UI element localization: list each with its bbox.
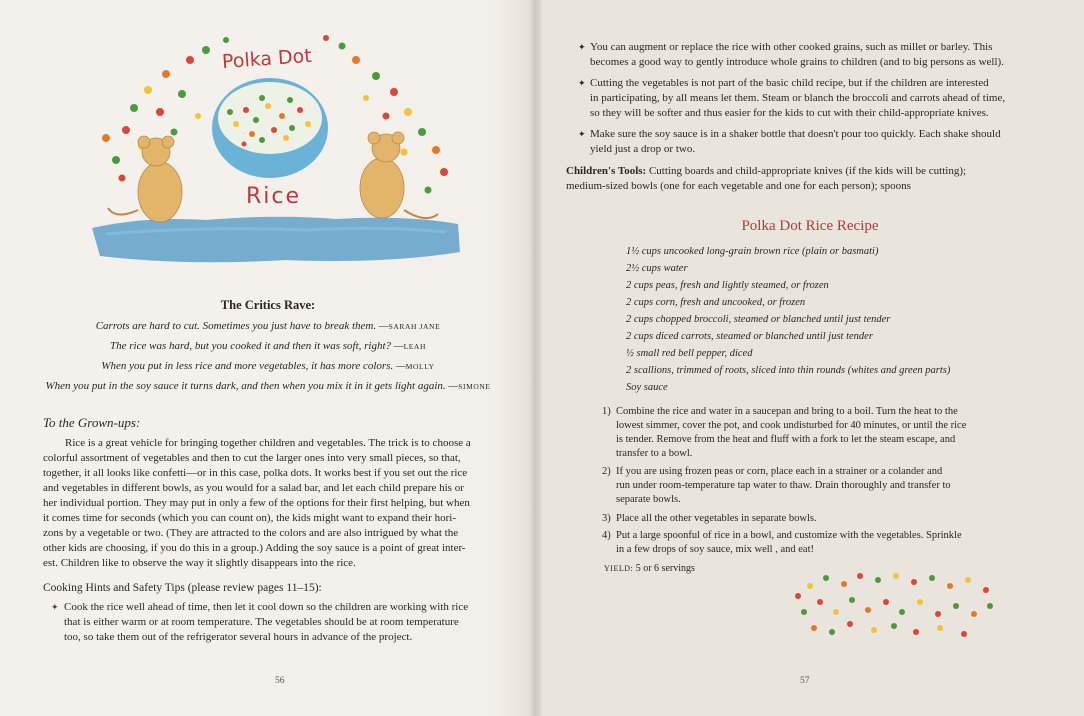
- ingredient: 2 cups chopped broccoli, steamed or blanched until just tender: [626, 314, 891, 325]
- tip-bullet-1: [578, 40, 1046, 70]
- grownups-line: Rice is a great vehicle for bringing together children and vegetables. The trick is to choose a: [65, 437, 471, 449]
- page-number-left: 56: [275, 676, 285, 686]
- cooking-hints-heading: Cooking Hints and Safety Tips (please review pages 11–15):: [43, 582, 322, 594]
- diamond-bullet-icon: ✦: [578, 42, 586, 52]
- cooking-bullet-line: that is either warm or at room temperature. The vegetables should be at room temperature: [64, 616, 459, 628]
- quote-author: SIMONE: [458, 382, 491, 391]
- grownups-line: her individual portion. They may put in only a few of the options for their first helping, but when: [43, 497, 470, 509]
- page-number-right: 57: [800, 676, 810, 686]
- tools-label: Children's Tools:: [566, 165, 647, 177]
- cooking-bullet-line: Cook the rice well ahead of time, then let it cool down so the children are working with rice: [64, 601, 469, 613]
- tip-line: Make sure the soy sauce is in a shaker bottle that doesn't pour too quickly. Each shake should: [590, 128, 1001, 140]
- tip-bullet-3: [578, 127, 1046, 157]
- polka-dot-confetti-decoration: [790, 572, 1000, 642]
- step-number: 2): [602, 466, 611, 477]
- yield-value: 5 or 6 servings: [633, 563, 695, 574]
- polka-dot-rice-illustration: [86, 20, 464, 270]
- left-page: [0, 0, 536, 716]
- step-line: If you are using frozen peas or corn, place each in a strainer or a colander and: [616, 466, 943, 477]
- quote-author: MOLLY: [405, 362, 435, 371]
- diamond-bullet-icon: ✦: [578, 129, 586, 139]
- recipe-yield: [604, 563, 695, 574]
- quote-text: When you put in the soy sauce it turns dark, and then when you mix it in it gets light again. —: [45, 380, 459, 392]
- step-line: run under room-temperature tap water to thaw. Drain thoroughly and transfer to: [616, 480, 951, 491]
- step-line: Place all the other vegetables in separate bowls.: [616, 513, 817, 524]
- tip-line: You can augment or replace the rice with other cooked grains, such as millet or barley. This: [590, 41, 993, 53]
- step-line: lowest simmer, cover the pot, and cook undisturbed for 40 minutes, or until the rice: [616, 420, 967, 431]
- step-line: Combine the rice and water in a saucepan and bring to a boil. Turn the heat to the: [616, 406, 958, 417]
- grownups-line: colorful assortment of vegetables and then to cut the larger ones into very small pieces, so that,: [43, 452, 461, 464]
- ingredient: Soy sauce: [626, 382, 668, 393]
- step-line: separate bowls.: [616, 494, 681, 505]
- tip-line: so they will be softer and thus easier for the kids to cut with their child-appropriate knives.: [590, 107, 989, 119]
- quote-text: The rice was hard, but you cooked it and then it was soft, right? —: [110, 340, 404, 352]
- quote-1: [0, 320, 536, 332]
- ingredient: 2½ cups water: [626, 263, 688, 274]
- childrens-tools: [566, 164, 1042, 194]
- recipe-step-1: [602, 405, 1018, 461]
- grownups-line: other kids are choosing, if you do this in a group.) Adding the soy sauce is a point of great inter-: [43, 542, 466, 554]
- step-line: in a few drops of soy sauce, mix well , and eat!: [616, 544, 814, 555]
- step-line: Put a large spoonful of rice in a bowl, and customize with the vegetables. Sprinkle: [616, 530, 962, 541]
- tools-text: medium-sized bowls (one for each vegetable and one for each person); spoons: [566, 180, 911, 192]
- quote-3: [0, 360, 536, 372]
- cooking-bullet: [51, 600, 534, 645]
- step-number: 3): [602, 513, 611, 524]
- yield-label: YIELD:: [604, 564, 634, 573]
- ingredient: 2 cups diced carrots, steamed or blanched until just tender: [626, 331, 873, 342]
- step-number: 1): [602, 406, 611, 417]
- ingredient: 2 cups corn, fresh and uncooked, or frozen: [626, 297, 806, 308]
- recipe-title: Polka Dot Rice Recipe: [741, 218, 879, 234]
- grownups-line: est. Children like to observe the way it slightly disappears into the rice.: [43, 557, 356, 569]
- grownups-line: it comes time for seconds (which you can count on), the kids might want to expand their hori-: [43, 512, 457, 524]
- tip-bullet-2: [578, 76, 1046, 121]
- ingredient: 2 scallions, trimmed of roots, sliced into thin rounds (whites and green parts): [626, 365, 951, 376]
- grownups-line: zons by a vegetable or two. (They are attracted to the colors and are also intrigued by what the: [43, 527, 459, 539]
- tip-line: becomes a good way to gently introduce whole grains to children (and to big persons as well).: [590, 56, 1004, 68]
- ingredient: 1½ cups uncooked long-grain brown rice (plain or basmati): [626, 246, 879, 257]
- quote-4: [0, 380, 536, 392]
- recipe-step-3: [602, 512, 1018, 526]
- step-number: 4): [602, 530, 611, 541]
- recipe-step-4: [602, 529, 1018, 557]
- grownups-line: together, it all looks like confetti—or in this case, polka dots. It works best if you set out the rice: [43, 467, 468, 479]
- ingredient: 2 cups peas, fresh and lightly steamed, or frozen: [626, 280, 829, 291]
- diamond-bullet-icon: ✦: [578, 78, 586, 88]
- quote-text: When you put in less rice and more vegetables, it has more colors. —: [101, 360, 406, 372]
- critics-title: The Critics Rave:: [220, 298, 316, 312]
- tip-line: Cutting the vegetables is not part of the basic child recipe, but if the children are interested: [590, 77, 989, 89]
- grownups-heading: To the Grown-ups:: [43, 415, 141, 430]
- tools-text: Cutting boards and child-appropriate knives (if the kids will be cutting);: [646, 165, 967, 177]
- step-line: is tender. Remove from the heat and fluff with a fork to let the steam escape, and: [616, 434, 956, 445]
- illustration-title-top: Polka Dot: [221, 44, 313, 74]
- diamond-bullet-icon: ✦: [51, 602, 59, 612]
- quote-2: [0, 340, 536, 352]
- ingredient: ½ small red bell pepper, diced: [626, 348, 753, 359]
- quote-author: SARAH JANE: [388, 322, 441, 331]
- cooking-bullet-line: too, so take them out of the refrigerator several hours in advance of the project.: [64, 631, 413, 643]
- grownups-line: and vegetables in different bowls, as you would for a salad bar, and let each child prepare his or: [43, 482, 464, 494]
- quote-author: LEAH: [403, 342, 426, 351]
- illustration-title-bottom: Rice: [246, 184, 302, 209]
- quote-text: Carrots are hard to cut. Sometimes you just have to break them. —: [95, 320, 389, 332]
- tip-line: in participating, by all means let them. Steam or blanch the broccoli and carrots ahead of time,: [590, 92, 1006, 104]
- book-gutter: [530, 0, 542, 716]
- tip-line: yield just a drop or two.: [590, 143, 696, 155]
- recipe-step-2: [602, 465, 1018, 507]
- step-line: transfer to a bowl.: [616, 448, 693, 459]
